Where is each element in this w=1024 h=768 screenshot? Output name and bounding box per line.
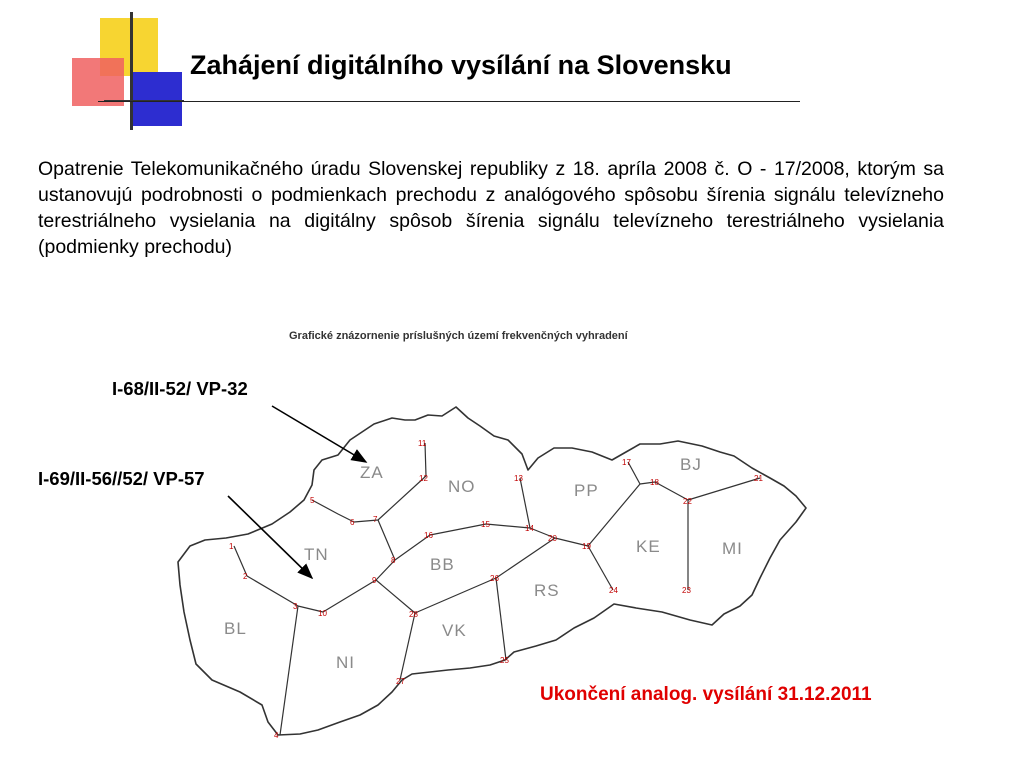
node-label-28: 28	[409, 610, 418, 619]
node-label-19: 19	[582, 542, 591, 551]
node-label-23: 23	[682, 586, 691, 595]
node-label-18: 18	[650, 478, 659, 487]
node-label-1: 1	[229, 542, 234, 551]
body-paragraph: Opatrenie Telekomunikačného úradu Slovenskej republiky z 18. apríla 2008 č. O - 17/2008, ktorým sa ustanovujú podrobnosti o podmienkach prechodu z analógového spôsobu šírenia signálu televízneho terestriálneho vysielania na digitálny spôsob šírenia signálu televízneho terestriálneho vysielania (podmienky prechodu)	[38, 158, 944, 258]
region-label-bj: BJ	[680, 455, 702, 474]
region-label-ni: NI	[336, 653, 355, 672]
node-label-7: 7	[373, 515, 378, 524]
node-label-8: 8	[391, 556, 396, 565]
node-label-11: 11	[418, 439, 427, 448]
analog-shutdown-note: Ukončení analog. vysílání 31.12.2011	[540, 684, 872, 705]
callout-arrow-za	[272, 406, 366, 462]
region-label-no: NO	[448, 477, 476, 496]
node-label-17: 17	[622, 458, 631, 467]
node-label-27: 27	[396, 677, 405, 686]
node-label-13: 13	[514, 474, 523, 483]
callout-arrow-tn	[228, 496, 312, 578]
map-caption: Grafické znázornenie príslušných území frekvenčných vyhradení	[289, 330, 628, 342]
node-label-12: 12	[419, 474, 428, 483]
callout-za-channels: I-68/II-52/ VP-32	[112, 378, 248, 399]
node-label-15: 15	[481, 520, 490, 529]
region-label-tn: TN	[304, 545, 329, 564]
node-label-25: 25	[500, 656, 509, 665]
slide-title: Zahájení digitálního vysílání na Slovensku	[190, 50, 732, 80]
region-label-rs: RS	[534, 581, 560, 600]
region-label-za: ZA	[360, 463, 384, 482]
node-label-26: 26	[490, 574, 499, 583]
callout-tn-channels: I-69/II-56//52/ VP-57	[38, 468, 205, 489]
region-label-bl: BL	[224, 619, 247, 638]
node-label-24: 24	[609, 586, 618, 595]
node-label-5: 5	[310, 496, 315, 505]
node-label-2: 2	[243, 572, 248, 581]
node-label-4: 4	[274, 731, 279, 740]
node-label-3: 3	[293, 602, 298, 611]
region-label-bb: BB	[430, 555, 455, 574]
region-label-pp: PP	[574, 481, 599, 500]
region-label-vk: VK	[442, 621, 467, 640]
node-label-10: 10	[318, 609, 327, 618]
node-label-14: 14	[525, 524, 534, 533]
region-label-mi: MI	[722, 539, 743, 558]
node-label-9: 9	[372, 576, 377, 585]
region-label-ke: KE	[636, 537, 661, 556]
node-label-22: 22	[683, 497, 692, 506]
node-label-16: 16	[424, 531, 433, 540]
node-label-6: 6	[350, 518, 355, 527]
node-label-21: 21	[754, 474, 763, 483]
node-label-20: 20	[548, 534, 557, 543]
